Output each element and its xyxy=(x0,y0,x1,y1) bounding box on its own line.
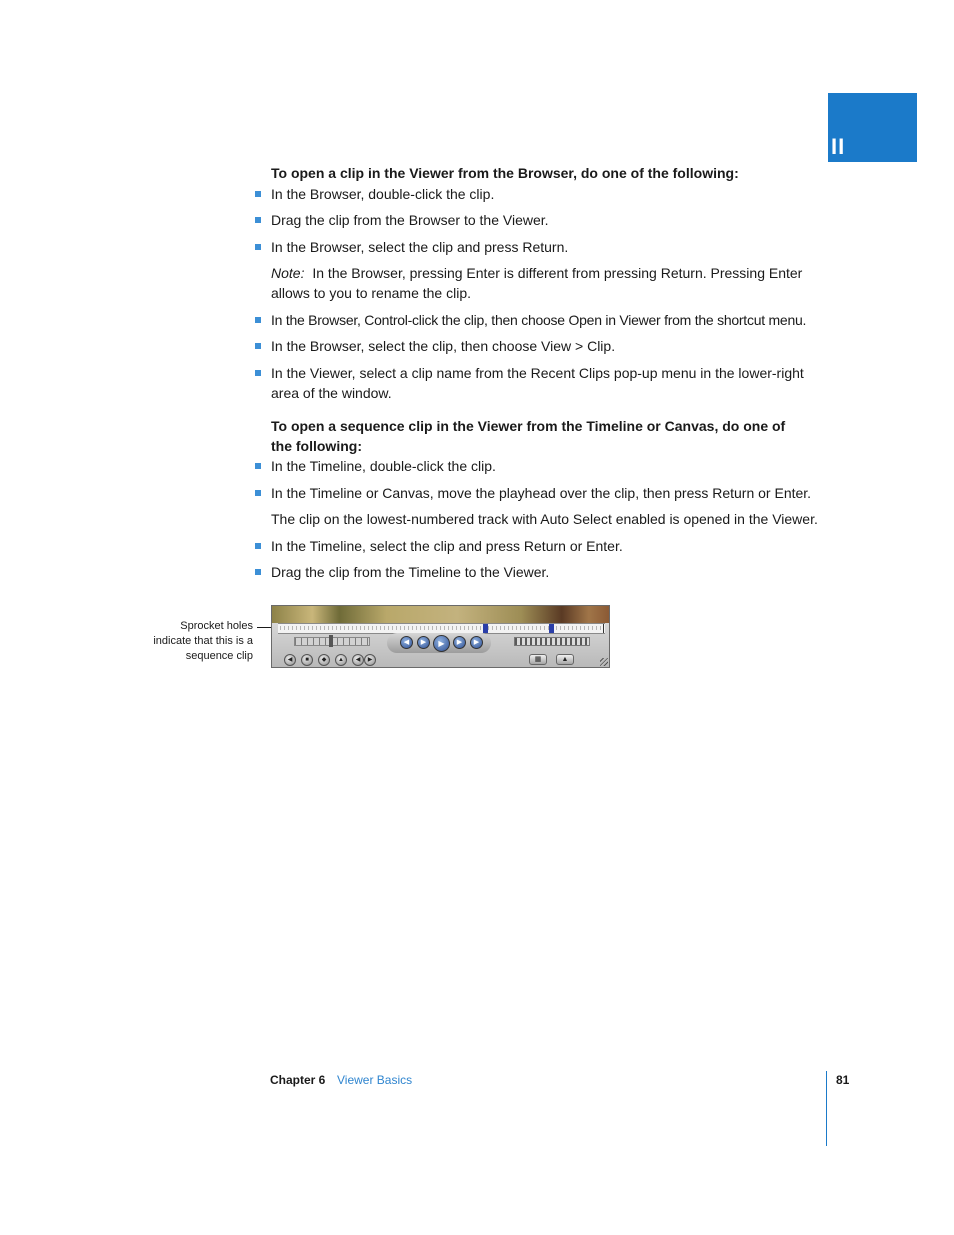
viewer-screenshot xyxy=(271,605,610,668)
list-item: In the Viewer, select a clip name from the Recent Clips pop-up menu in the lower-right area of the window. xyxy=(271,363,831,403)
playhead-marker xyxy=(603,624,604,633)
list-item: In the Browser, double-click the clip. xyxy=(271,184,831,204)
footer-chapter-title[interactable]: Viewer Basics xyxy=(337,1073,413,1087)
note-paragraph xyxy=(271,263,831,303)
play-icon: ▶ xyxy=(433,635,450,652)
list-item: In the Browser, select the clip and press Return. xyxy=(271,237,831,257)
previous-edit-icon: ◀ xyxy=(400,636,413,649)
figure-callout: Sprocket holes indicate that this is a sequence clip xyxy=(153,620,253,662)
footer-divider xyxy=(826,1071,827,1146)
transport-cluster xyxy=(387,633,491,653)
shuttle-knob xyxy=(329,635,333,647)
body-paragraph: The clip on the lowest-numbered track with Auto Select enabled is opened in the Viewer. xyxy=(271,511,818,527)
mark-in-icon: ◀ xyxy=(352,654,364,666)
section1-heading: To open a clip in the Viewer from the Browser, do one of the following: xyxy=(271,165,739,181)
mark-out-icon: ▶ xyxy=(364,654,376,666)
footer-chapter: Chapter 6 xyxy=(270,1073,326,1087)
play-around-icon: ▶ xyxy=(453,636,466,649)
list-item: Drag the clip from the Browser to the Viewer. xyxy=(271,210,831,230)
next-edit-icon: ▶ xyxy=(470,636,483,649)
list-item: In the Browser, Control-click the clip, then choose Open in Viewer from the shortcut menu. xyxy=(271,310,831,330)
note-text: In the Browser, pressing Enter is different from pressing Return. Pressing Enter allows to you to rename the clip. xyxy=(271,265,803,301)
list-item: In the Timeline, double-click the clip. xyxy=(271,456,831,476)
jog-control xyxy=(514,637,590,646)
shuttle-control xyxy=(294,637,370,646)
in-point-marker xyxy=(483,624,488,633)
part-tab-label: II xyxy=(831,134,846,159)
out-point-marker xyxy=(549,624,554,633)
generator-popup-icon: ▲ xyxy=(556,654,574,665)
recent-clips-popup-icon: ▦ xyxy=(529,654,547,665)
list-item: Drag the clip from the Timeline to the Viewer. xyxy=(271,562,831,582)
part-tab xyxy=(828,93,917,162)
add-keyframe-icon: ◆ xyxy=(318,654,330,666)
page-number: 81 xyxy=(836,1073,850,1087)
add-marker-icon: ▲ xyxy=(335,654,347,666)
list-item: In the Browser, select the clip, then choose View > Clip. xyxy=(271,336,831,356)
play-in-to-out-icon: ▶ xyxy=(417,636,430,649)
sprocket-holes xyxy=(280,626,603,630)
mark-clip-icon: ■ xyxy=(301,654,313,666)
marking-controls-row xyxy=(272,651,609,668)
resize-grip-icon xyxy=(600,658,608,666)
match-frame-icon: ◀ xyxy=(284,654,296,666)
note-label: Note: xyxy=(271,265,305,281)
list-item: In the Timeline or Canvas, move the playhead over the clip, then press Return or Enter. xyxy=(271,483,831,503)
list-item: In the Timeline, select the clip and press Return or Enter. xyxy=(271,536,831,556)
section2-heading: To open a sequence clip in the Viewer from the Timeline or Canvas, do one of the following: xyxy=(271,418,786,454)
transport-controls-row xyxy=(272,633,609,651)
video-frame-thumbnail xyxy=(272,606,609,623)
